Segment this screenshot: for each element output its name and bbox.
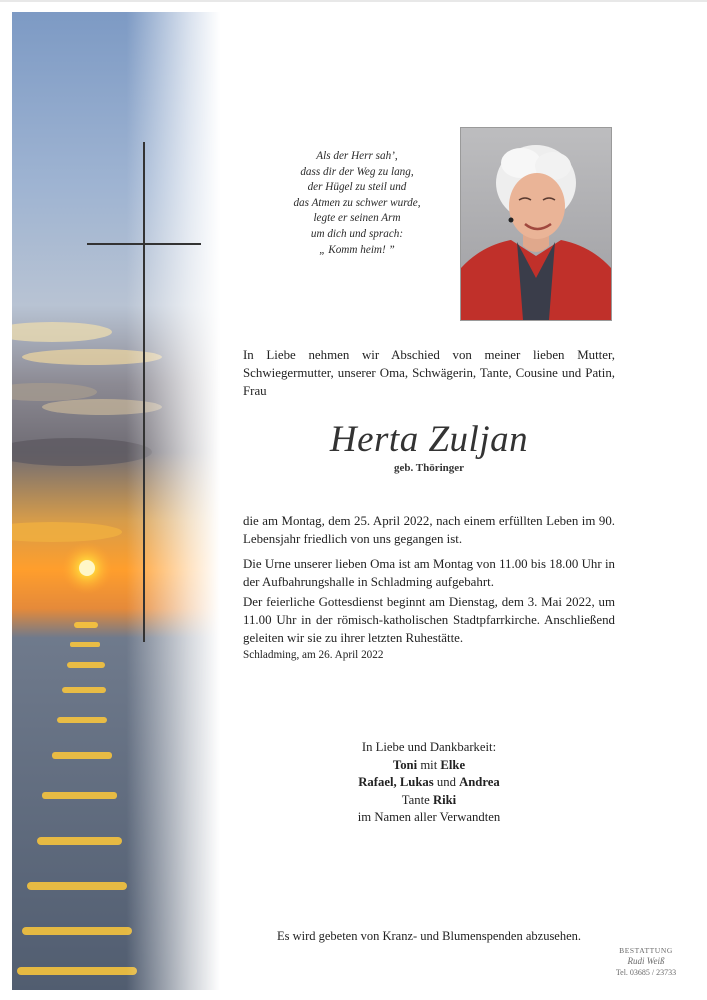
mourner-connector: mit	[417, 757, 441, 772]
mourner-name: Rafael, Lukas	[358, 775, 434, 790]
mourners-line	[243, 774, 615, 792]
scan-top-edge	[0, 0, 707, 2]
mourner-name: Riki	[432, 792, 457, 807]
portrait-photo	[461, 128, 611, 320]
sunset-sea-image	[12, 12, 220, 990]
mourners-line	[243, 792, 615, 810]
undertaker-stamp	[606, 945, 686, 978]
verse-line: legte er seinen Arm	[313, 212, 401, 225]
undertaker-phone: Tel. 03685 / 23733	[615, 968, 677, 977]
verse-line: dass dir der Weg zu lang,	[300, 165, 414, 178]
mourners-heading: In Liebe und Dankbarkeit:	[361, 740, 497, 754]
death-notice-paragraph: die am Montag, dem 25. April 2022, nach einem erfüllten Leben im 90. Lebensjahr friedlich von uns gegangen ist.	[243, 514, 615, 546]
verse-line: das Atmen zu schwer wurde,	[293, 196, 421, 209]
donation-request: Es wird gebeten von Kranz- und Blumenspenden abzusehen.	[276, 929, 582, 943]
maiden-name: geb. Thöringer	[393, 462, 465, 474]
deceased-name: Herta Zuljan	[329, 419, 529, 460]
place-and-date: Schladming, am 26. April 2022	[243, 649, 384, 661]
mourner-connector: und	[433, 775, 460, 790]
verse	[262, 149, 452, 258]
verse-line: Als der Herr sah’,	[316, 150, 398, 162]
cross-vertical-bar	[143, 142, 145, 642]
verse-line: „ Komm heim! ”	[319, 243, 395, 256]
intro-text: In Liebe nehmen wir Abschied von meiner lieben Mutter, Schwiegermutter, unserer Oma, Schwägerin, Tante, Cousine und Patin, Frau	[243, 348, 615, 398]
funeral-service-paragraph: Der feierliche Gottesdienst beginnt am Dienstag, dem 3. Mai 2022, um 11.00 Uhr in der römisch-katholischen Stadtpfarrkirche. Anschließend geleiten wir sie zu ihrer letzten Ruhestätte.	[243, 595, 615, 645]
mourner-relation: Tante	[401, 792, 433, 807]
mourners-closing: im Namen aller Verwandten	[357, 810, 501, 825]
mourner-name: Elke	[440, 757, 466, 772]
mourner-name: Toni	[392, 757, 418, 772]
cross-horizontal-bar	[87, 243, 201, 245]
mourners-line	[243, 757, 615, 775]
mourner-name: Andrea	[459, 775, 500, 790]
verse-line: der Hügel zu steil und	[307, 181, 407, 194]
undertaker-name: Rudi Weiß	[627, 956, 665, 966]
mourners-block	[243, 739, 615, 827]
verse-line: um dich und sprach:	[310, 227, 404, 240]
undertaker-label: BESTATTUNG	[619, 946, 673, 955]
urn-viewing-paragraph: Die Urne unserer lieben Oma ist am Montag von 11.00 bis 18.00 Uhr in der Aufbahrungshalle in Schladming aufgebahrt.	[243, 557, 615, 589]
